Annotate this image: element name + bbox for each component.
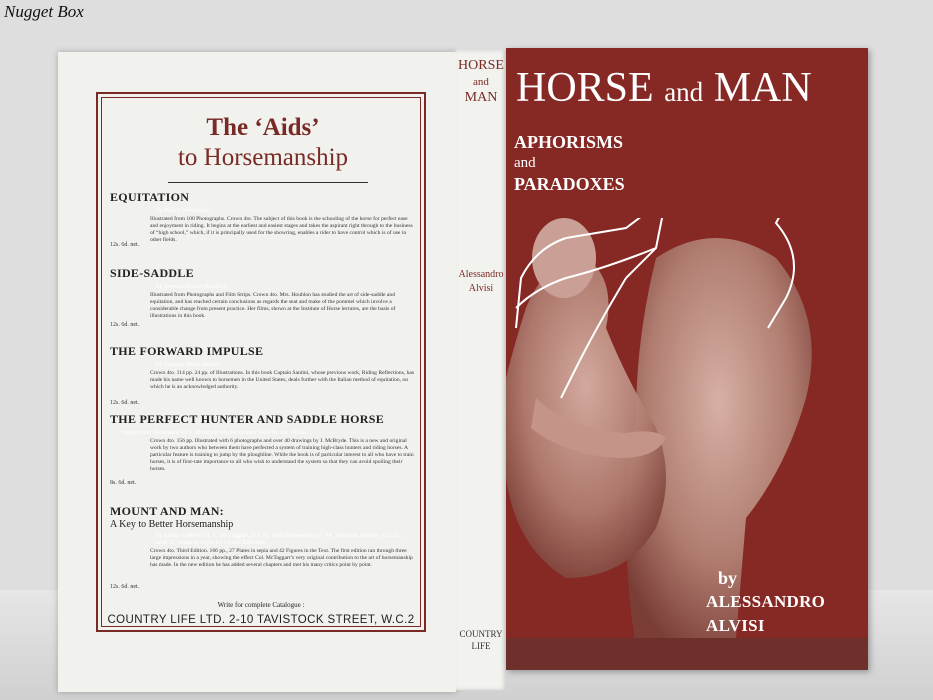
advert-entry-perfect-hunter [110, 412, 415, 486]
back-cover [58, 52, 456, 692]
spine-author-line: Alvisi [468, 283, 494, 294]
spine-publisher-line: COUNTRY [459, 629, 503, 639]
advert-entry-forward-impulse [110, 344, 415, 406]
spine-author [456, 268, 506, 296]
cover-title [516, 66, 812, 114]
cover-title-man: MAN [713, 65, 812, 111]
cover-subtitle-line: APHORISMS [514, 132, 624, 152]
cover-author-line: ALVISI [706, 616, 765, 635]
entry-price: 12s. 6d. net. [110, 242, 140, 248]
cover-by: by [718, 568, 738, 588]
front-cover [506, 48, 868, 670]
entry-price: 12s. 6d. net. [110, 322, 140, 328]
entry-body: Crown 4to. Third Edition. 166 pp., 27 Plates in sepia and 42 Figures in the Text. The first edition ran through three large impressions in a year, showing the effect Col. McTaggart’s very original contribution to the art of horsemanship has made. In the new edition he has added several chapters and met his many critics point by point. [150, 548, 413, 568]
advert-frame [96, 92, 426, 632]
cover-subtitle-and: and [514, 155, 536, 171]
catalogue-note: Write for complete Catalogue : [217, 601, 305, 609]
advert-rule [168, 182, 368, 183]
spine-title [456, 58, 506, 106]
spine-author-line: Alessandro [458, 269, 504, 280]
entry-body: Crown 4to. 156 pp. Illustrated with 6 photographs and over 40 drawings by J. McBryde. This is a new and original work by two authors who between them have perfected a system of training high-class hunters and riding horses. A particular feature is training to jump by the ploughline. While the book is of particular interest to all who have to train horses, it is of first-rate importance to all who wish to understand the system so that they can avoid spoiling their horses. [150, 438, 414, 472]
entry-price: 12s. 6d. net. [110, 400, 140, 406]
cover-author [706, 590, 825, 638]
spine-publisher-line: LIFE [471, 641, 491, 651]
advert-title: The ‘Aids’ [206, 114, 320, 141]
entry-price: 8s. 6d. net. [110, 480, 137, 486]
entry-heading: THE PERFECT HUNTER AND SADDLE HORSE [110, 412, 384, 426]
cover-subtitle [514, 132, 625, 195]
spine [456, 50, 506, 690]
entry-heading: SIDE-SADDLE [110, 266, 194, 280]
entry-body: Illustrated from Photographs and Film Strips. Crown 4to. Mrs. Houblon has studied the art of side-saddle and equitation, and has reached certain conclusions as regards the seat and make of the pommel which involve a considerable change from present practice. Her films, shown at the Institute of Horse lectures, are the basis of illustrations in this book. [150, 292, 396, 319]
advert-entry-equitation [110, 190, 415, 248]
spine-title-line: HORSE [458, 58, 504, 73]
entry-author: by Lieut.-Colonel M. F. McTaggart, D.S.O., with foreword by F.-M. Viscount Allenby, G.C.B., with 27 plates in sepia by Lionel Edwards [156, 532, 403, 546]
cover-subtitle-line: PARADOXES [514, 174, 625, 194]
entry-author: by Doreen Archer Houblon [156, 283, 227, 290]
spine-publisher [456, 628, 506, 652]
entry-author: by Henry Wynmalen [156, 207, 211, 214]
entry-price: 12s. 6d. net. [110, 584, 140, 590]
entry-body: Crown 4to. 114 pp. 24 pp. of Illustrations. In this book Captain Santini, whose previous work, Riding Reflections, has made his name well known to horsemen in the United States, deals further with the Italian method of equitation, on which he is an acknowledged authority. [150, 370, 415, 390]
advert-entry-side-saddle [110, 266, 415, 328]
watermark: Nugget Box [4, 2, 84, 21]
entry-body: Illustrated from 100 Photographs. Crown 4to. The subject of this book is the schooling of the horse for perfect ease and enjoyment in riding. It begins at the earliest and easiest stages and takes the aspirant right through to the business of “high school,” which, if it is principally used for the showring, enables a rider to have control which is of use in other fields. [150, 216, 413, 243]
entry-author: by Captain Piero Santini [156, 361, 220, 368]
entry-author: written and illustrated by J. McBryde on the system used by Joe Hillier [122, 429, 308, 436]
advert-subtitle: to Horsemanship [177, 144, 349, 171]
entry-heading: THE FORWARD IMPULSE [110, 344, 264, 358]
entry-subheading: A Key to Better Horsemanship [110, 519, 234, 530]
cover-title-and: and [664, 77, 704, 107]
spine-title-line: and [473, 76, 489, 88]
cover-title-horse: HORSE [516, 65, 654, 111]
entry-heading: MOUNT AND MAN: [110, 504, 224, 518]
entry-heading: EQUITATION [110, 190, 190, 204]
publisher-address: COUNTRY LIFE LTD. 2-10 TAVISTOCK STREET, W.C.2 [107, 614, 415, 626]
advert-entry-mount-and-man [110, 504, 415, 590]
spine-title-line: MAN [464, 90, 498, 105]
cover-author-line: ALESSANDRO [706, 592, 826, 611]
